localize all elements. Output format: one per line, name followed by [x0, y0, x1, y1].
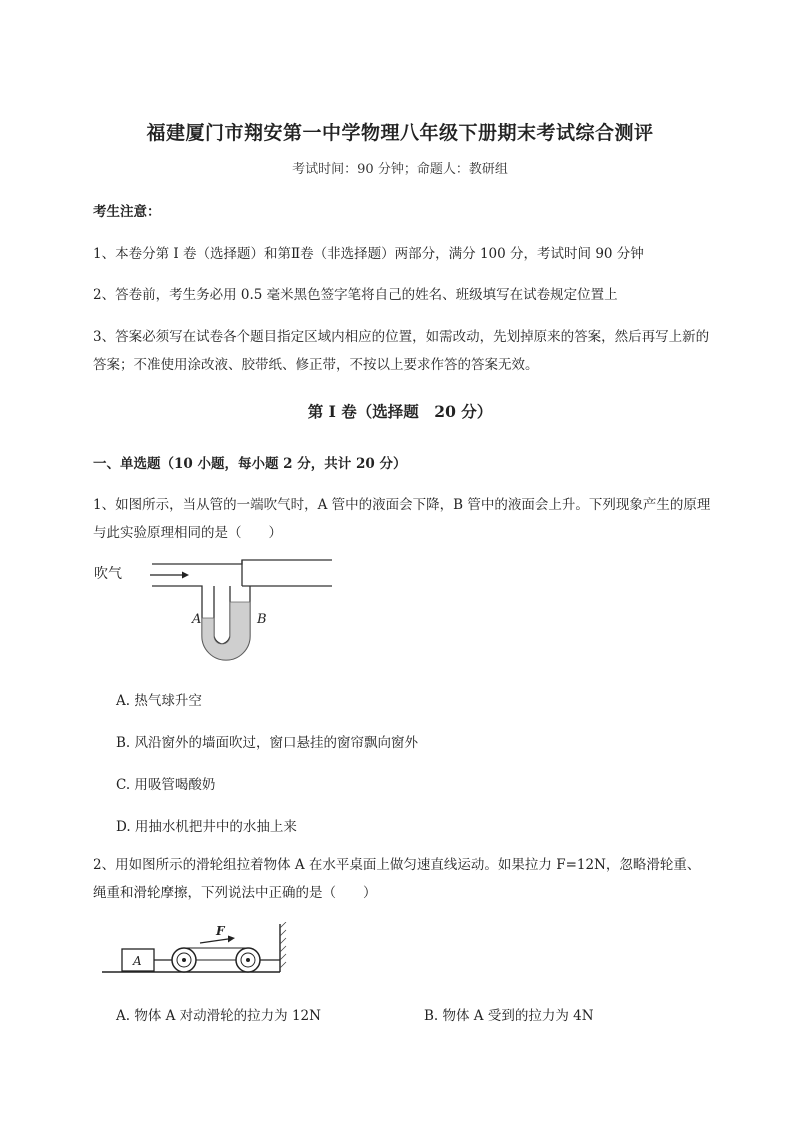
- page-title: 福建厦门市翔安第一中学物理八年级下册期末考试综合测评: [146, 122, 654, 144]
- q1-option-b[interactable]: B. 风沿窗外的墙面吹过，窗口悬挂的窗帘飘向窗外: [116, 735, 419, 751]
- tube-label-b: B: [257, 612, 267, 627]
- notice-item-3: 3、答案必须写在试卷各个题目指定区域内相应的位置，如需改动，先划掉原来的答案，然后再写上新的答案；不准使用涂改液、胶带纸、修正带，不按以上要求作答的答案无效。: [93, 329, 710, 373]
- q2-option-b[interactable]: B. 物体 A 受到的拉力为 4N: [424, 1008, 594, 1024]
- q1-option-c[interactable]: C. 用吸管喝酸奶: [116, 777, 216, 793]
- tube-label-a: A: [192, 612, 202, 627]
- liquid-fill: [202, 602, 250, 660]
- force-label: F: [216, 924, 225, 938]
- notice-heading: 考生注意：: [93, 204, 161, 220]
- question-2-stem: 2、用如图所示的滑轮组拉着物体 A 在水平桌面上做匀速直线运动。如果拉力 F=12N，忽略滑轮重、绳重和滑轮摩擦，下列说法中正确的是（ ）: [93, 857, 701, 901]
- section-title: 第 I 卷（选择题 20 分）: [307, 402, 493, 421]
- notice-item-1: 1、本卷分第 I 卷（选择题）和第Ⅱ卷（非选择题）两部分，满分 100 分，考试时间 90 分钟: [93, 246, 644, 262]
- arrow-head-icon: [182, 572, 189, 579]
- q2-option-a[interactable]: A. 物体 A 对动滑轮的拉力为 12N: [116, 1008, 321, 1024]
- exam-info: 考试时间：90 分钟；命题人：教研组: [292, 162, 508, 177]
- force-arrow-icon: [200, 939, 228, 943]
- wall-hatch: [280, 922, 286, 968]
- notice-item-2: 2、答卷前，考生务必用 0.5 毫米黑色签字笔将自己的姓名、班级填写在试卷规定位置上: [93, 287, 618, 303]
- u-tube-figure: [92, 556, 342, 666]
- q1-option-d[interactable]: D. 用抽水机把井中的水抽上来: [116, 819, 297, 835]
- part-heading: 一、单选题（10 小题，每小题 2 分，共计 20 分）: [93, 456, 407, 472]
- pulley-figure: [100, 922, 290, 982]
- blow-label: 吹气: [94, 566, 122, 582]
- question-1-stem: 1、如图所示，当从管的一端吹气时，A 管中的液面会下降，B 管中的液面会上升。下列现象产生的原理与此实验原理相同的是（ ）: [93, 497, 711, 541]
- block-a-label: A: [133, 954, 142, 968]
- q1-option-a[interactable]: A. 热气球升空: [116, 693, 202, 709]
